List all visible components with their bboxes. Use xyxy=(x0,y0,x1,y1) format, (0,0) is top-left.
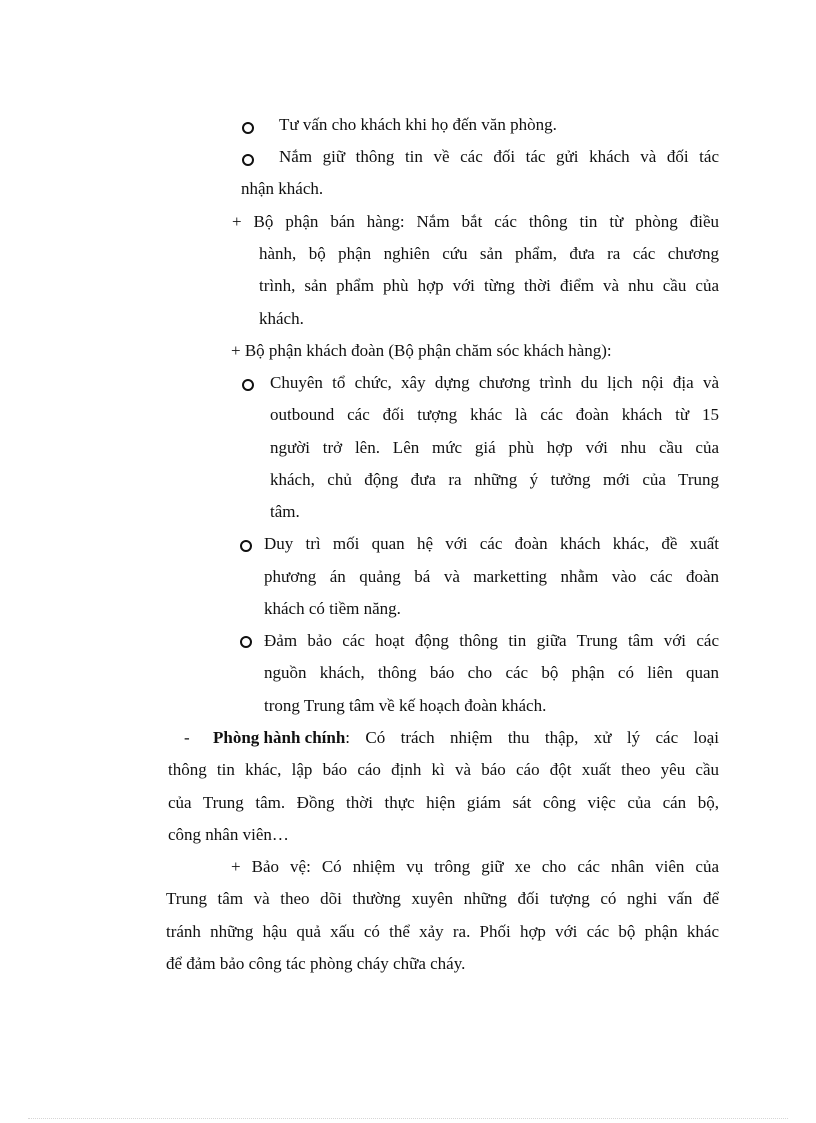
text-line: thông tin khác, lập báo cáo định kì và báo cáo đột xuất theo yêu cầu xyxy=(168,760,719,779)
circle-bullet-icon xyxy=(242,379,254,391)
text-line: outbound các đối tượng khác là các đoàn khách từ 15 xyxy=(270,405,719,424)
circle-bullet-icon xyxy=(240,636,252,648)
text-line: để đảm bảo công tác phòng cháy chữa cháy. xyxy=(166,954,466,973)
circle-bullet-icon xyxy=(242,154,254,166)
page-bottom-divider xyxy=(28,1118,788,1119)
text-line: nguồn khách, thông báo cho các bộ phận có liên quan xyxy=(264,663,719,682)
text-line: Nắm giữ thông tin về các đối tác gửi khách và đối tác xyxy=(279,147,719,166)
admin-title-rest: : Có trách nhiệm thu thập, xử lý các loại xyxy=(345,728,719,747)
text-line: hành, bộ phận nghiên cứu sản phẩm, đưa ra các chương xyxy=(259,244,719,263)
text-line: người trở lên. Lên mức giá phù hợp với nhu cầu của xyxy=(270,438,719,457)
text-line: + Bộ phận khách đoàn (Bộ phận chăm sóc khách hàng): xyxy=(231,341,612,360)
text-line: Tư vấn cho khách khi họ đến văn phòng. xyxy=(279,115,557,134)
text-line: trong Trung tâm về kế hoạch đoàn khách. xyxy=(264,696,547,715)
text-line: công nhân viên… xyxy=(168,825,289,844)
text-line: tâm. xyxy=(270,502,300,521)
text-line: khách có tiềm năng. xyxy=(264,599,401,618)
admin-title: Phòng hành chính xyxy=(213,728,346,747)
text-line: phương án quảng bá và marketting nhằm vào các đoàn xyxy=(264,567,719,586)
admin-heading-row xyxy=(213,727,719,749)
circle-bullet-icon xyxy=(240,540,252,552)
text-line: + Bộ phận bán hàng: Nắm bắt các thông tin từ phòng điều xyxy=(232,212,719,231)
text-line: khách. xyxy=(259,309,304,328)
text-line: khách, chủ động đưa ra những ý tưởng mới của Trung xyxy=(270,470,719,489)
text-line: nhận khách. xyxy=(241,179,324,198)
text-line: trình, sản phẩm phù hợp với từng thời điểm và nhu cầu của xyxy=(259,276,719,295)
dash-bullet: - xyxy=(184,728,190,747)
circle-bullet-icon xyxy=(242,122,254,134)
text-line: của Trung tâm. Đồng thời thực hiện giám sát công việc của cán bộ, xyxy=(168,793,719,812)
text-line: tránh những hậu quả xấu có thể xảy ra. Phối hợp với các bộ phận khác xyxy=(166,922,719,941)
text-line: Chuyên tổ chức, xây dựng chương trình du lịch nội địa và xyxy=(270,373,719,392)
text-line: + Bảo vệ: Có nhiệm vụ trông giữ xe cho các nhân viên của xyxy=(231,857,719,876)
text-line: Trung tâm và theo dõi thường xuyên những đối tượng có nghi vấn để xyxy=(166,889,719,908)
text-line: Đảm bảo các hoạt động thông tin giữa Trung tâm với các xyxy=(264,631,719,650)
text-line: Duy trì mối quan hệ với các đoàn khách khác, đề xuất xyxy=(264,534,719,553)
